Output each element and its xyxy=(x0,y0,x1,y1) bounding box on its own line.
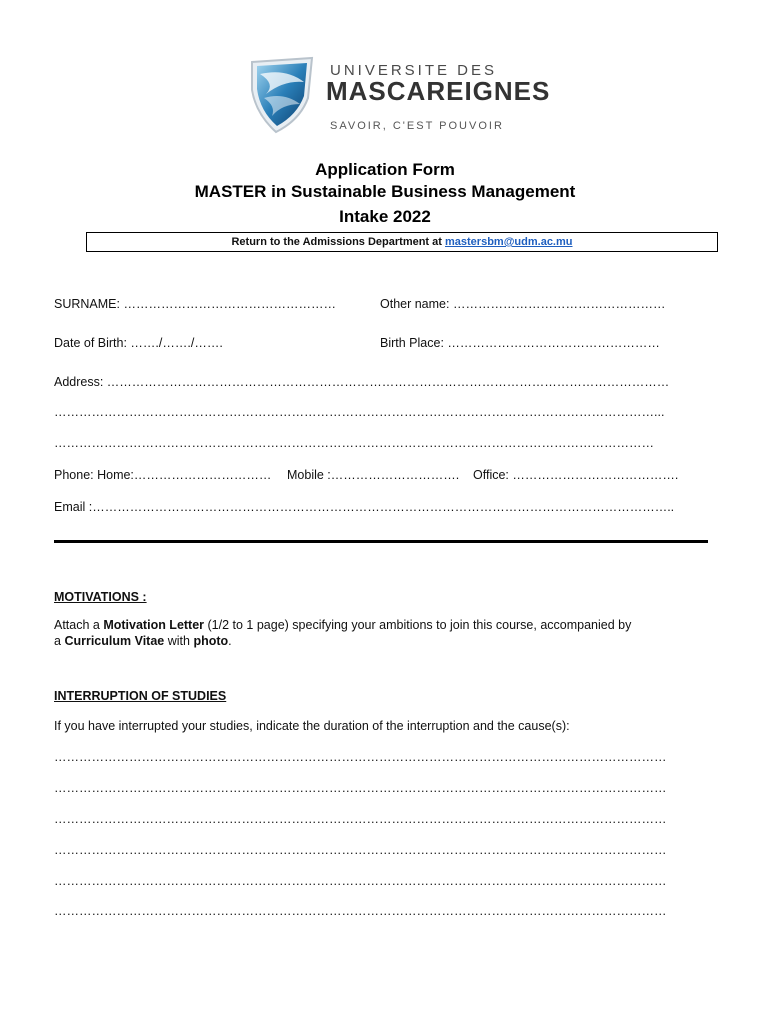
phone-home-field[interactable]: Phone: Home:…………………………… xyxy=(54,468,272,482)
logo-university-line: UNIVERSITE DES xyxy=(330,62,498,79)
interruption-line[interactable]: ………………………………………………………………………………………………………………………………… xyxy=(54,874,667,888)
section-divider xyxy=(54,540,708,543)
logo-tagline: SAVOIR, C'EST POUVOIR xyxy=(330,120,504,132)
interruption-line[interactable]: ………………………………………………………………………………………………………………………………… xyxy=(54,843,667,857)
motivations-text-line2: a Curriculum Vitae with photo. xyxy=(54,634,232,648)
return-instructions-text: Return to the Admissions Department at xyxy=(231,236,445,248)
surname-field[interactable]: SURNAME: …………………………………………… xyxy=(54,297,336,311)
university-logo-shield-icon xyxy=(246,54,318,134)
motivations-heading: MOTIVATIONS : xyxy=(54,590,147,604)
mobile-field[interactable]: Mobile :…………………………. xyxy=(287,468,460,482)
email-field[interactable]: Email :………………………………………………………………………………………………………………………….. xyxy=(54,500,675,514)
office-field[interactable]: Office: …………………………………. xyxy=(473,468,679,482)
form-title: Application Form xyxy=(315,160,455,179)
program-title: MASTER in Sustainable Business Management xyxy=(194,182,576,201)
logo-university-name: MASCAREIGNES xyxy=(326,76,551,106)
birth-place-field[interactable]: Birth Place: …………………………………………… xyxy=(380,336,660,350)
return-instructions-box xyxy=(86,232,718,252)
motivations-text-line1: Attach a Motivation Letter (1/2 to 1 page) specifying your ambitions to join this course, accompanied by xyxy=(54,618,632,632)
interruption-line[interactable]: ………………………………………………………………………………………………………………………………… xyxy=(54,904,667,918)
address-line-2[interactable]: ………………………………………………………………………………………………………………………………... xyxy=(54,405,665,419)
other-name-field[interactable]: Other name: …………………………………………… xyxy=(380,297,666,311)
address-field[interactable]: Address: ……………………………………………………………………………………………………………………… xyxy=(54,375,670,389)
date-of-birth-field[interactable]: Date of Birth: ……./……./……. xyxy=(54,336,223,350)
intake-title: Intake 2022 xyxy=(339,207,431,226)
admissions-email-link[interactable]: mastersbm@udm.ac.mu xyxy=(445,236,573,248)
interruption-line[interactable]: ………………………………………………………………………………………………………………………………… xyxy=(54,750,667,764)
interruption-line[interactable]: ………………………………………………………………………………………………………………………………… xyxy=(54,781,667,795)
interruption-line[interactable]: ………………………………………………………………………………………………………………………………… xyxy=(54,812,667,826)
address-line-3[interactable]: ……………………………………………………………………………………………………………………………… xyxy=(54,436,654,450)
interruption-instruction: If you have interrupted your studies, indicate the duration of the interruption and the cause(s): xyxy=(54,719,570,733)
interruption-heading: INTERRUPTION OF STUDIES xyxy=(54,689,227,703)
